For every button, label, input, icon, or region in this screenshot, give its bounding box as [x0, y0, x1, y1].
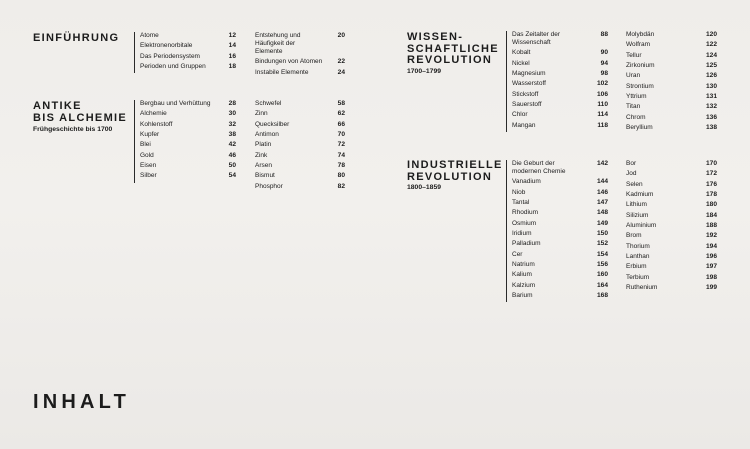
entry-page: 110	[597, 100, 608, 108]
entry-page: 144	[596, 178, 608, 186]
entry-page: 42	[228, 141, 236, 149]
entry-page: 142	[596, 160, 608, 167]
entry-title: Das Periodensystem	[140, 52, 200, 60]
entry-title: Barium	[512, 292, 533, 300]
toc-column	[621, 160, 717, 294]
entry-title: Zirkonium	[626, 62, 655, 70]
entry-page: 125	[705, 62, 717, 70]
entry-page: 12	[228, 32, 236, 39]
entry-title: Sauerstoff	[512, 100, 542, 108]
entry-title: Stickstoff	[512, 90, 539, 98]
entry-title: Bor	[626, 160, 637, 167]
toc-entry[interactable]	[140, 152, 236, 160]
entry-title: Erbium	[626, 263, 647, 271]
toc-entry[interactable]	[626, 263, 717, 271]
entry-page: 122	[705, 41, 717, 49]
entry-title: Instabile Elemente	[255, 68, 309, 76]
toc-entry[interactable]	[255, 32, 345, 56]
entry-page: 94	[600, 59, 608, 67]
entry-page: 62	[337, 110, 345, 118]
toc-entry[interactable]	[512, 60, 608, 68]
entry-title: Tantal	[512, 198, 530, 206]
toc-entry[interactable]	[626, 52, 717, 60]
entry-page: 22	[337, 58, 345, 66]
toc-entry[interactable]	[512, 70, 608, 78]
section-subtitle: Frühgeschichte bis 1700	[33, 126, 113, 133]
toc-entry[interactable]	[255, 183, 345, 191]
toc-entry[interactable]	[255, 100, 345, 108]
entry-page: 14	[228, 42, 236, 50]
entry-page: 168	[596, 292, 608, 300]
entry-title: Niob	[512, 188, 526, 196]
entry-page: 176	[705, 180, 717, 188]
entry-page: 197	[705, 263, 717, 271]
entry-title: Nickel	[512, 59, 530, 67]
entry-page: 90	[600, 49, 608, 57]
entry-title: Atome	[140, 32, 159, 39]
entry-title: Bismut	[255, 172, 275, 180]
entry-page: 164	[596, 281, 608, 289]
section-title-line: INDUSTRIELLE	[407, 159, 503, 171]
entry-title: Kalium	[512, 271, 532, 279]
entry-title: Beryllium	[626, 124, 653, 132]
toc-entry[interactable]	[626, 274, 717, 282]
entry-title: Bindungen von Atomen	[255, 58, 323, 66]
entry-title: Quecksilber	[255, 120, 290, 128]
entry-page: 28	[228, 100, 236, 107]
toc-entry[interactable]	[512, 160, 608, 176]
toc-column	[134, 100, 236, 183]
toc-entry[interactable]	[626, 284, 717, 292]
toc-entry[interactable]	[512, 251, 608, 259]
toc-entry[interactable]	[512, 220, 608, 228]
toc-entry[interactable]	[512, 271, 608, 279]
entry-page: 126	[705, 72, 717, 80]
toc-entry[interactable]	[626, 124, 717, 132]
entry-page: 150	[596, 229, 608, 237]
entry-page: 130	[705, 82, 717, 90]
toc-column	[506, 31, 608, 132]
entry-title: Wolfram	[626, 41, 651, 49]
entry-title: Selen	[626, 180, 643, 188]
entry-page: 132	[705, 103, 717, 111]
toc-entry[interactable]	[255, 58, 345, 66]
entry-page: 180	[705, 201, 717, 209]
entry-page: 148	[596, 209, 608, 217]
entry-title: Strontium	[626, 82, 654, 90]
entry-title: Zink	[255, 151, 268, 159]
toc-entry[interactable]	[626, 191, 717, 199]
toc-entry[interactable]	[512, 261, 608, 269]
entry-title: Arsen	[255, 162, 272, 170]
entry-title: Schwefel	[255, 100, 282, 107]
entry-page: 192	[705, 232, 717, 240]
entry-page: 106	[596, 90, 608, 98]
entry-page: 124	[705, 51, 717, 59]
entry-page: 156	[596, 261, 608, 268]
entry-page: 46	[228, 151, 236, 159]
entry-title: Kupfer	[140, 131, 160, 139]
entry-title: Iridium	[512, 229, 532, 237]
entry-title: Antimon	[255, 131, 279, 139]
entry-page: 198	[705, 273, 717, 281]
toc-entry[interactable]	[140, 100, 236, 108]
entry-title: Chrom	[626, 113, 646, 121]
toc-entry[interactable]	[255, 121, 345, 129]
toc-entry[interactable]	[140, 63, 236, 71]
toc-column	[250, 32, 345, 79]
entry-title: Rhodium	[512, 209, 539, 217]
entry-title: Kohlenstoff	[140, 120, 173, 128]
entry-title: Perioden und Gruppen	[140, 63, 206, 71]
toc-entry[interactable]	[512, 49, 608, 57]
entry-page: 18	[228, 63, 236, 71]
section-title-line: ANTIKE	[33, 100, 82, 112]
entry-page: 131	[705, 93, 717, 101]
entry-page: 58	[337, 100, 345, 107]
toc-entry[interactable]	[140, 53, 236, 61]
toc-entry[interactable]	[512, 101, 608, 109]
toc-entry[interactable]	[512, 199, 608, 207]
toc-entry[interactable]	[140, 141, 236, 149]
entry-page: 54	[228, 172, 236, 180]
entry-title: Aluminium	[626, 222, 657, 230]
entry-page: 98	[600, 69, 608, 77]
toc-column	[506, 160, 608, 302]
toc-entry[interactable]	[512, 178, 608, 186]
entry-page: 24	[337, 68, 345, 76]
entry-page: 178	[705, 191, 717, 199]
entry-title: Gold	[140, 151, 154, 159]
toc-entry[interactable]	[255, 152, 345, 160]
entry-title: Yttrium	[626, 93, 647, 101]
entry-title: Molybdän	[626, 31, 655, 38]
toc-entry[interactable]	[512, 209, 608, 217]
toc-entry[interactable]	[626, 243, 717, 251]
toc-entry[interactable]	[255, 172, 345, 180]
entry-title: Vanadium	[512, 178, 541, 186]
toc-entry[interactable]	[140, 131, 236, 139]
entry-title: Platin	[255, 141, 272, 149]
toc-column	[250, 100, 345, 193]
entry-title: Uran	[626, 72, 641, 80]
section-title-einfuehrung	[33, 33, 119, 45]
toc-entry[interactable]	[512, 240, 608, 248]
entry-page: 196	[705, 253, 717, 261]
toc-entry[interactable]	[626, 62, 717, 70]
entry-title: Terbium	[626, 273, 650, 281]
entry-page: 114	[597, 111, 608, 119]
entry-title: Chlor	[512, 111, 528, 119]
toc-entry[interactable]	[626, 41, 717, 49]
toc-entry[interactable]	[140, 162, 236, 170]
entry-page: 50	[228, 162, 236, 170]
entry-page: 72	[337, 141, 345, 149]
entry-page: 16	[228, 52, 236, 60]
entry-page: 147	[596, 198, 608, 206]
section-title-line: BIS ALCHEMIE	[33, 111, 128, 124]
toc-entry[interactable]	[512, 80, 608, 88]
entry-title: Bergbau und Verhüttung	[140, 100, 211, 107]
entry-title: Palladium	[512, 240, 541, 248]
entry-title: Ruthenium	[626, 284, 658, 292]
entry-page: 146	[596, 188, 608, 196]
entry-title: Wasserstoff	[512, 80, 546, 88]
toc-entry[interactable]	[512, 122, 608, 130]
toc-entry[interactable]	[140, 121, 236, 129]
section-subtitle: 1800–1859	[407, 184, 442, 191]
toc-entry[interactable]	[512, 282, 608, 290]
page-title: INHALT	[33, 391, 131, 413]
section-title-line: REVOLUTION	[407, 54, 493, 66]
entry-page: 32	[228, 120, 236, 128]
entry-title: Blei	[140, 141, 151, 149]
section-title-line: SCHAFTLICHE	[407, 42, 499, 55]
toc-entry[interactable]	[255, 162, 345, 170]
entry-title: Lanthan	[626, 253, 650, 261]
section-title-wissenschaftliche-revolution	[407, 32, 499, 67]
entry-page: 154	[596, 250, 608, 258]
entry-title: Silber	[140, 172, 157, 180]
toc-entry[interactable]	[626, 201, 717, 209]
entry-title: Das Zeitalter der Wissenschaft	[512, 31, 561, 46]
toc-entry[interactable]	[255, 141, 345, 149]
entry-page: 82	[337, 182, 345, 190]
entry-page: 38	[228, 131, 236, 139]
entry-page: 184	[705, 211, 717, 219]
entry-title: Lithium	[626, 201, 647, 209]
entry-title: Brom	[626, 232, 642, 240]
entry-title: Entstehung und Häufigkeit der Elemente	[255, 32, 301, 55]
entry-page: 88	[600, 31, 608, 38]
toc-entry[interactable]	[626, 114, 717, 122]
entry-title: Kadmium	[626, 191, 654, 199]
toc-column	[621, 31, 717, 134]
toc-entry[interactable]	[255, 131, 345, 139]
entry-title: Cer	[512, 250, 523, 258]
toc-entry[interactable]	[626, 222, 717, 230]
toc-entry[interactable]	[626, 160, 717, 168]
section-title-antike	[33, 101, 127, 124]
entry-title: Elektronenorbitale	[140, 42, 193, 50]
entry-page: 118	[597, 121, 608, 129]
entry-page: 160	[596, 271, 608, 279]
entry-page: 66	[337, 120, 345, 128]
toc-column	[134, 32, 236, 73]
toc-entry[interactable]	[140, 32, 236, 40]
section-title-line: WISSEN-	[407, 31, 464, 43]
entry-title: Natrium	[512, 261, 535, 268]
entry-page: 120	[705, 31, 717, 38]
entry-page: 136	[705, 113, 717, 121]
entry-title: Alchemie	[140, 110, 167, 118]
toc-entry[interactable]	[512, 31, 608, 47]
entry-title: Kalzium	[512, 281, 536, 289]
toc-entry[interactable]	[626, 232, 717, 240]
entry-page: 149	[596, 219, 608, 227]
toc-entry[interactable]	[512, 111, 608, 119]
entry-title: Die Geburt der modernen Chemie	[512, 160, 566, 175]
toc-entry[interactable]	[626, 93, 717, 101]
entry-page: 102	[596, 80, 608, 88]
entry-page: 138	[705, 124, 717, 132]
toc-entry[interactable]	[512, 91, 608, 99]
entry-page: 70	[337, 131, 345, 139]
entry-page: 30	[228, 110, 236, 118]
entry-title: Phosphor	[255, 182, 283, 190]
entry-title: Zinn	[255, 110, 268, 118]
entry-title: Mangan	[512, 121, 536, 129]
toc-entry[interactable]	[626, 103, 717, 111]
entry-page: 194	[705, 242, 717, 250]
entry-page: 20	[337, 32, 345, 39]
toc-entry[interactable]	[512, 292, 608, 300]
toc-entry[interactable]	[626, 212, 717, 220]
entry-title: Jod	[626, 170, 637, 178]
entry-title: Titan	[626, 103, 641, 111]
toc-entry[interactable]	[140, 110, 236, 118]
entry-title: Magnesium	[512, 69, 546, 77]
toc-entry[interactable]	[140, 42, 236, 50]
toc-entry[interactable]	[140, 172, 236, 180]
toc-entry[interactable]	[255, 110, 345, 118]
toc-entry[interactable]	[626, 72, 717, 80]
section-title-industrielle-revolution	[407, 160, 503, 183]
toc-entry[interactable]	[626, 83, 717, 91]
toc-entry[interactable]	[626, 181, 717, 189]
entry-page: 170	[705, 160, 717, 167]
toc-entry[interactable]	[626, 253, 717, 261]
entry-page: 74	[337, 151, 345, 159]
toc-entry[interactable]	[626, 170, 717, 178]
entry-title: Osmium	[512, 219, 537, 227]
entry-title: Thorium	[626, 242, 650, 250]
entry-page: 152	[596, 240, 608, 248]
toc-entry[interactable]	[626, 31, 717, 39]
entry-page: 172	[705, 170, 717, 178]
entry-page: 80	[337, 172, 345, 180]
entry-title: Silizium	[626, 211, 649, 219]
entry-title: Tellur	[626, 51, 642, 59]
toc-entry[interactable]	[255, 69, 345, 77]
entry-title: Kobalt	[512, 49, 531, 57]
section-subtitle: 1700–1799	[407, 68, 442, 75]
section-title-line: EINFÜHRUNG	[33, 32, 120, 44]
entry-page: 78	[337, 162, 345, 170]
toc-entry[interactable]	[512, 189, 608, 197]
toc-entry[interactable]	[512, 230, 608, 238]
section-title-line: REVOLUTION	[407, 170, 493, 183]
entry-title: Eisen	[140, 162, 157, 170]
entry-page: 188	[705, 222, 717, 230]
entry-page: 199	[705, 284, 717, 292]
